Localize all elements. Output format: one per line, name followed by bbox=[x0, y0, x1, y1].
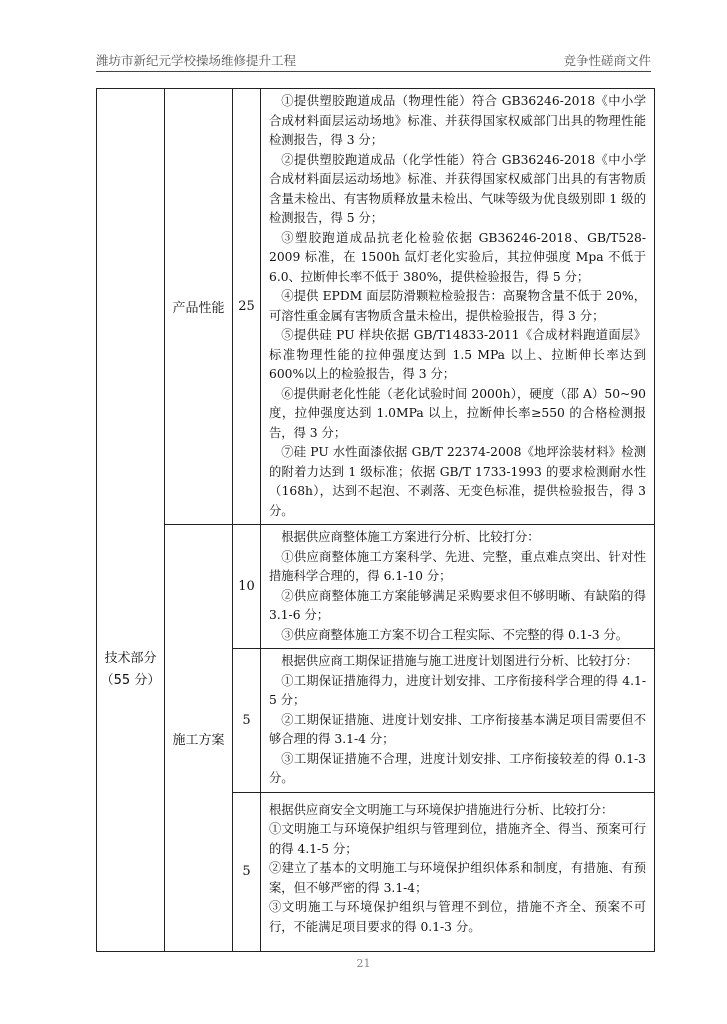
criterion-line: ③文明施工与环境保护组织与管理不到位，措施不齐全、预案不可行，不能满足项目要求的得 0.1-3 分。 bbox=[269, 900, 646, 934]
criteria-cell bbox=[261, 792, 655, 952]
criterion-line: ⑤提供硅 PU 样块依据 GB/T14833-2011《合成材料跑道面层》标准物理性能的拉伸强度达到 1.5 MPa 以上、拉断伸长率达到 600%以上的检验报告，得 3 分； bbox=[269, 328, 646, 381]
criterion-line: ④提供 EPDM 面层防滑颗粒检验报告：高聚物含量不低于 20%，可溶性重金属有害物质含量未检出，提供检验报告，得 3 分； bbox=[269, 289, 646, 323]
scoring-table bbox=[96, 88, 655, 952]
criterion-line: ①供应商整体施工方案科学、先进、完整，重点难点突出、针对性措施科学合理的，得 6.1-10 分； bbox=[269, 549, 646, 583]
subcategory-cell: 施工方案 bbox=[165, 525, 233, 952]
table-row bbox=[97, 89, 655, 525]
criterion-line: ⑥提供耐老化性能（老化试验时间 2000h），硬度（邵 A）50~90 度，拉伸强度达到 1.0MPa 以上，拉断伸长率≥550 的合格检测报告，得 3 分； bbox=[269, 386, 646, 440]
points-cell: 5 bbox=[233, 792, 261, 952]
subcategory-cell: 产品性能 bbox=[165, 89, 233, 525]
criteria-cell bbox=[261, 649, 655, 793]
document-type: 竞争性磋商文件 bbox=[563, 53, 651, 68]
criterion-line: ①文明施工与环境保护组织与管理到位，措施齐全、得当、预案可行的得 4.1-5 分； bbox=[269, 822, 646, 856]
points-cell: 25 bbox=[233, 89, 261, 525]
category-points: （55 分） bbox=[100, 673, 161, 688]
criteria-cell bbox=[261, 525, 655, 649]
criterion-line: ③供应商整体施工方案不切合工程实际、不完整的得 0.1-3 分。 bbox=[281, 627, 629, 642]
criterion-line: ①工期保证措施得力，进度计划安排、工序衔接科学合理的得 4.1-5 分； bbox=[269, 673, 646, 707]
criterion-line: ①提供塑胶跑道成品（物理性能）符合 GB36246-2018《中小学合成材料面层运动场地》标准、并获得国家权威部门出具的物理性能检测报告，得 3 分； bbox=[269, 94, 646, 147]
criterion-intro: 根据供应商整体施工方案进行分析、比较打分： bbox=[281, 530, 540, 544]
category-label: 技术部分 bbox=[104, 651, 157, 666]
criterion-line: ②提供塑胶跑道成品（化学性能）符合 GB36246-2018《中小学合成材料面层运动场地》标准、并获得国家权威部门出具的有害物质含量未检出、有害物质释放量未检出、气味等级为优良级别即 1 级的检测报告，得 5 分； bbox=[269, 152, 646, 225]
criterion-line: ②建立了基本的文明施工与环境保护组织体系和制度，有措施、有预案，但不够严密的得 3.1-4； bbox=[269, 861, 646, 895]
page-number: 21 bbox=[356, 957, 371, 970]
project-title: 潍坊市新纪元学校操场维修提升工程 bbox=[96, 53, 297, 68]
criteria-cell bbox=[261, 89, 655, 525]
criterion-line: ②工期保证措施、进度计划安排、工序衔接基本满足项目需要但不够合理的得 3.1-4 分； bbox=[269, 712, 646, 746]
table-row bbox=[97, 525, 655, 649]
criterion-intro: 根据供应商工期保证措施与施工进度计划图进行分析、比较打分： bbox=[281, 654, 638, 668]
criterion-line: ②供应商整体施工方案能够满足采购要求但不够明晰、有缺陷的得 3.1-6 分； bbox=[269, 588, 646, 622]
category-cell bbox=[97, 89, 165, 952]
page-header bbox=[96, 49, 651, 72]
points-cell: 10 bbox=[233, 525, 261, 649]
criterion-line: ⑦硅 PU 水性面漆依据 GB/T 22374-2008《地坪涂装材料》检测的附着力达到 1 级标准；依据 GB/T 1733-1993 的要求检测耐水性（168h），达到不起泡、不剥落、无变色标准，提供检验报告，得 3 分。 bbox=[269, 445, 646, 518]
criterion-intro: 根据供应商安全文明施工与环境保护措施进行分析、比较打分： bbox=[269, 802, 614, 817]
points-cell: 5 bbox=[233, 649, 261, 793]
criterion-line: ③塑胶跑道成品抗老化检验依据 GB36246-2018、GB/T528-2009 标准，在 1500h 氙灯老化实验后，其拉伸强度 Mpa 不低于 6.0、拉断伸长率不低于 380%，提供检验报告，得 5 分； bbox=[269, 230, 646, 284]
criterion-line: ③工期保证措施不合理，进度计划安排、工序衔接较差的得 0.1-3 分。 bbox=[269, 751, 646, 785]
